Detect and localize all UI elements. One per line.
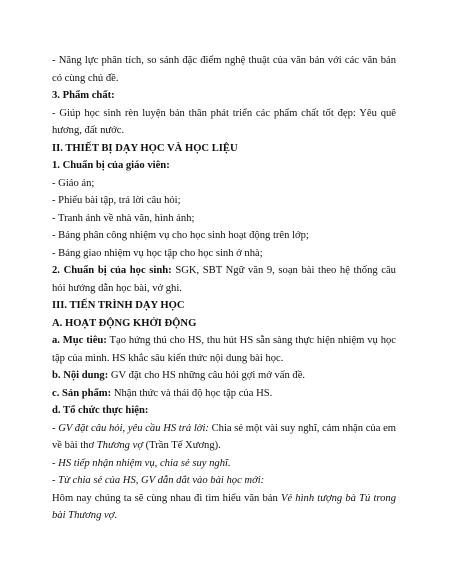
heading-text: d. Tổ chức thực hiện: bbox=[52, 405, 149, 416]
list-item bbox=[52, 210, 396, 228]
text: Tạo hứng thú cho HS, thu hút HS sẵn sàng thực hiện nhiệm vụ học tập của mình. HS khắc sâu kiến thức nội dung bài học. bbox=[52, 335, 396, 364]
section-heading-a bbox=[52, 315, 396, 333]
paragraph-d1 bbox=[52, 420, 396, 455]
heading-chuan-bi-gv bbox=[52, 157, 396, 175]
italic-text: - HS tiếp nhận nhiệm vụ, chia sẻ suy nghĩ. bbox=[52, 457, 231, 469]
poem-title: Thương vợ bbox=[96, 440, 143, 451]
label: 2. Chuẩn bị của học sinh: bbox=[52, 265, 172, 276]
heading-pham-chat bbox=[52, 87, 396, 105]
list-item bbox=[52, 192, 396, 210]
section-heading-ii bbox=[52, 140, 396, 158]
text: Hôm nay chúng ta sẽ cùng nhau đi tìm hiểu văn bản bbox=[52, 492, 278, 504]
paragraph-muc-tieu bbox=[52, 332, 396, 367]
text: - Tranh ảnh về nhà văn, hình ảnh; bbox=[52, 212, 195, 224]
label: c. Sản phẩm: bbox=[52, 387, 112, 399]
label: a. Mục tiêu: bbox=[52, 335, 107, 346]
document-content bbox=[52, 52, 396, 525]
heading-text: III. TIẾN TRÌNH DẠY HỌC bbox=[52, 300, 185, 311]
paragraph-d4 bbox=[52, 490, 396, 525]
text: - Bảng phân công nhiệm vụ cho học sinh hoạt động trên lớp; bbox=[52, 230, 309, 241]
text: . bbox=[114, 510, 118, 521]
heading-text: 3. Phẩm chất: bbox=[52, 90, 115, 101]
paragraph-d3 bbox=[52, 472, 396, 490]
text: Chia sẻ một vài suy nghĩ, cảm nhận của em về bài thơ bbox=[52, 422, 397, 451]
list-item bbox=[52, 175, 396, 193]
text: - Giáo án; bbox=[52, 177, 95, 189]
text: - Phiếu bài tập, trả lời câu hỏi; bbox=[52, 195, 181, 206]
paragraph-san-pham bbox=[52, 385, 396, 403]
section-heading-iii bbox=[52, 297, 396, 315]
italic-text: - Từ chia sẻ của HS, GV dẫn dắt vào bài học mới: bbox=[52, 475, 265, 486]
text: GV đặt cho HS những câu hỏi gợi mở vấn đề. bbox=[110, 370, 306, 381]
text: - Bảng giao nhiệm vụ học tập cho học sinh ở nhà; bbox=[52, 247, 263, 259]
text: Nhận thức và thái độ học tập của HS. bbox=[113, 387, 273, 399]
list-item bbox=[52, 245, 396, 263]
lesson-title: Vẻ hình tượng bà Tú trong bài Thương vợ bbox=[52, 492, 397, 521]
text: - Năng lực phân tích, so sánh đặc điểm nghệ thuật của văn bản với các văn bản có cùng chủ đề. bbox=[52, 55, 396, 84]
text: (Trần Tế Xương). bbox=[145, 440, 221, 451]
text: SGK, SBT Ngữ văn 9, soạn bài theo hệ thống câu hỏi hướng dẫn học bài, vở ghi. bbox=[52, 265, 396, 294]
paragraph-chuan-bi-hs bbox=[52, 262, 396, 297]
italic-text: - GV đặt câu hỏi, yêu cầu HS trả lời: bbox=[52, 422, 209, 434]
heading-to-chuc bbox=[52, 402, 396, 420]
paragraph-d2 bbox=[52, 455, 396, 473]
heading-text: II. THIẾT BỊ DẠY HỌC VÀ HỌC LIỆU bbox=[52, 142, 238, 154]
label: b. Nội dung: bbox=[52, 370, 109, 381]
text-line bbox=[52, 52, 396, 87]
text: - Giúp học sinh rèn luyện bản thân phát triển các phẩm chất tốt đẹp: Yêu quê hương, đất nước. bbox=[52, 107, 396, 136]
heading-text: 1. Chuẩn bị của giáo viên: bbox=[52, 160, 170, 171]
heading-text: A. HOẠT ĐỘNG KHỞI ĐỘNG bbox=[52, 317, 197, 329]
paragraph-noi-dung bbox=[52, 367, 396, 385]
text-line bbox=[52, 105, 396, 140]
list-item bbox=[52, 227, 396, 245]
